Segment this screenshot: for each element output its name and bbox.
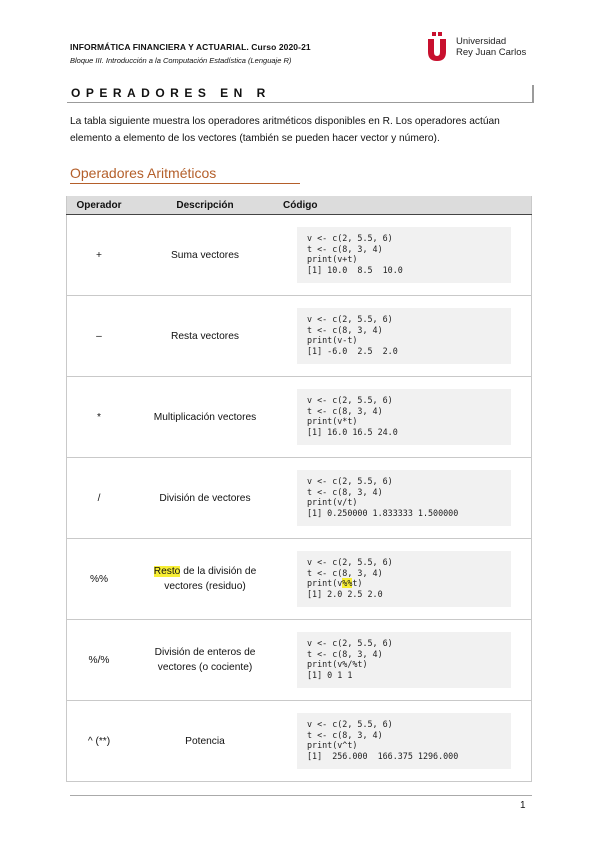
operator-cell: %%: [67, 539, 132, 620]
header-operator: Operador: [67, 196, 132, 215]
operator-cell: /: [67, 458, 132, 539]
code-cell: [279, 296, 532, 377]
description-cell: Resta vectores: [131, 296, 279, 377]
code-line: v <- c(2, 5.5, 6): [307, 314, 393, 324]
table-row: [67, 377, 532, 458]
table-row: [67, 458, 532, 539]
code-cell: [279, 701, 532, 782]
code-line: t <- c(8, 3, 4): [307, 243, 383, 254]
operator-cell: *: [67, 377, 132, 458]
code-line: v <- c(2, 5.5, 6): [307, 395, 393, 405]
university-logo: [426, 32, 526, 62]
code-block: [297, 389, 511, 445]
code-line: [1] 256.000 166.375 1296.000: [307, 750, 459, 761]
table-row: [67, 296, 532, 377]
code-line: print(v/t): [307, 497, 358, 507]
intro-paragraph: La tabla siguiente muestra los operadores aritméticos disponibles en R. Los operadores actúan elemento a elemento de los vectores (también se pueden hacer vector y número).: [70, 116, 500, 144]
code-line: t <- c(8, 3, 4): [307, 729, 383, 740]
code-line: t <- c(8, 3, 4): [307, 567, 383, 578]
code-block: [297, 470, 511, 526]
code-line: print(v*t): [307, 416, 358, 426]
header-subtitle: Bloque III. Introducción a la Computación Estadística (Lenguaje R): [70, 56, 292, 65]
code-cell: [279, 458, 532, 539]
code-line: t <- c(8, 3, 4): [307, 405, 383, 416]
header-title: INFORMÁTICA FINANCIERA Y ACTUARIAL. Curso 2020-21: [70, 42, 311, 52]
code-line: print(v+t): [307, 254, 358, 264]
code-cell: [279, 620, 532, 701]
code-cell: [279, 215, 532, 296]
code-cell: [279, 377, 532, 458]
code-line: [1] 16.0 16.5 24.0: [307, 426, 398, 437]
description-cell: Resto de la división de vectores (residuo): [131, 539, 279, 620]
code-line: t <- c(8, 3, 4): [307, 324, 383, 335]
table-header-row: [67, 196, 532, 215]
header-description: Descripción: [131, 196, 279, 215]
urjc-logo-icon: [426, 32, 448, 62]
code-line: v <- c(2, 5.5, 6): [307, 476, 393, 486]
operators-table: [66, 196, 532, 782]
code-line: v <- c(2, 5.5, 6): [307, 557, 393, 567]
code-block: [297, 632, 511, 688]
description-cell: Potencia: [131, 701, 279, 782]
code-block: [297, 551, 511, 607]
code-line: v <- c(2, 5.5, 6): [307, 638, 393, 648]
description-cell: División de enteros de vectores (o cociente): [131, 620, 279, 701]
code-block: [297, 308, 511, 364]
table-row: [67, 701, 532, 782]
code-cell: [279, 539, 532, 620]
code-line: print(v^t): [307, 740, 358, 750]
logo-text: [456, 36, 526, 58]
code-line: [1] 2.0 2.5 2.0: [307, 588, 383, 599]
table-row: [67, 539, 532, 620]
section-title-bar: [67, 85, 534, 103]
page-number: 1: [520, 800, 526, 811]
operator-cell: +: [67, 215, 132, 296]
code-block: [297, 227, 511, 283]
code-line: t <- c(8, 3, 4): [307, 648, 383, 659]
section-title: OPERADORES EN R: [71, 86, 271, 100]
table-row: [67, 215, 532, 296]
code-line: print(v%%t): [307, 578, 363, 588]
operator-cell: ^ (**): [67, 701, 132, 782]
description-cell: División de vectores: [131, 458, 279, 539]
table-row: [67, 620, 532, 701]
code-line: print(v-t): [307, 335, 358, 345]
code-line: [1] -6.0 2.5 2.0: [307, 345, 398, 356]
code-line: print(v%/%t): [307, 659, 368, 669]
header-code: Código: [279, 196, 532, 215]
code-line: [1] 10.0 8.5 10.0: [307, 264, 403, 275]
subheading: Operadores Aritméticos: [70, 165, 300, 184]
highlighted-text: Resto: [153, 566, 181, 577]
code-line: [1] 0 1 1: [307, 669, 353, 680]
code-line: [1] 0.250000 1.833333 1.500000: [307, 507, 459, 518]
code-line: v <- c(2, 5.5, 6): [307, 719, 393, 729]
highlighted-code: %%: [342, 578, 353, 588]
logo-line-2: Rey Juan Carlos: [456, 47, 527, 58]
operator-cell: %/%: [67, 620, 132, 701]
footer-divider: [70, 795, 532, 796]
code-line: t <- c(8, 3, 4): [307, 486, 383, 497]
logo-line-1: Universidad: [456, 36, 507, 47]
description-cell: Multiplicación vectores: [131, 377, 279, 458]
code-block: [297, 713, 511, 769]
description-cell: Suma vectores: [131, 215, 279, 296]
operator-cell: –: [67, 296, 132, 377]
code-line: v <- c(2, 5.5, 6): [307, 233, 393, 243]
